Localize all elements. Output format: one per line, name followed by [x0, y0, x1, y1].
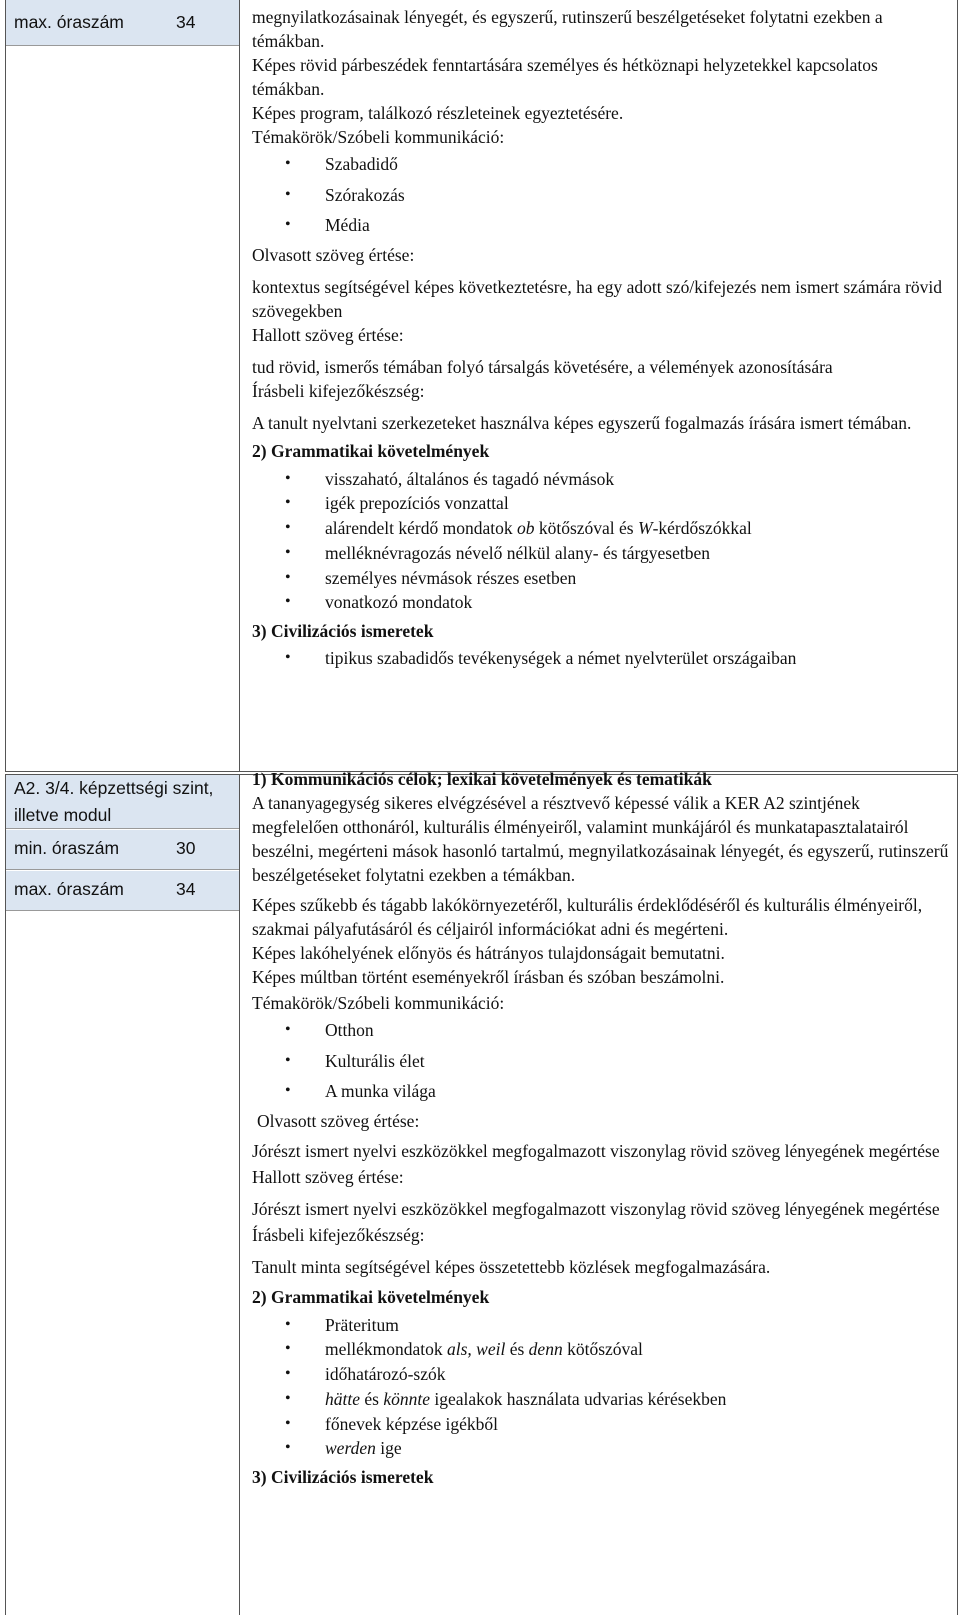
level-label: A2. 3/4. képzettségi szint, illetve modul [14, 778, 214, 825]
column-divider [239, 775, 240, 1615]
list-item: • werden ige [252, 1436, 949, 1461]
reading-text: kontextus segítségével képes következtetésre, ha egy adott szó/kifejezés nem ismert számára rövid szövegekben [252, 276, 943, 321]
topics-list [252, 149, 949, 241]
list-item: • visszaható, általános és tagadó névmások [252, 467, 949, 492]
list-item: • hätte és könnte igealakok használata udvarias kérésekben [252, 1387, 949, 1412]
listening-text: Jórészt ismert nyelvi eszközökkel megfogalmazott viszonylag rövid szöveg lényegének megértése [252, 1198, 940, 1219]
max-hours-cell [6, 0, 239, 46]
list-item: • alárendelt kérdő mondatok ob kötőszóval és W-kérdőszókkal [252, 516, 949, 541]
list-item: • tipikus szabadidős tevékenységek a német nyelvterület országaiban [252, 643, 949, 674]
min-hours-cell [6, 830, 239, 870]
paragraph: A tananyagegység sikeres elvégzésével a résztvevő képessé válik a KER A2 szintjének megfelelően otthonáról, kulturális élményeiről, valamint munkájáról és munkatapasztalatairól beszélni, megérteni mások hasonló tartalmú, megnyilatkozásainak lényegét, és egyszerű, rutinszerű beszélgetéseket folytatni ezekben a témákban. [252, 793, 949, 885]
topics-list [252, 1015, 949, 1107]
module-content-cell [252, 5, 949, 674]
min-hours-label: min. óraszám [14, 838, 120, 858]
max-hours-value: 34 [176, 12, 196, 32]
max-hours-label: max. óraszám [14, 879, 124, 899]
list-item: • mellékmondatok als, weil és denn kötőszóval [252, 1337, 949, 1362]
list-item: • főnevek képzése igékből [252, 1412, 949, 1437]
list-item: • Média [252, 210, 949, 241]
module-row-a2-2 [5, 0, 958, 772]
max-hours-label: max. óraszám [14, 12, 124, 32]
list-item: • Präteritum [252, 1313, 949, 1338]
max-hours-value: 34 [176, 879, 196, 899]
listening-heading: Hallott szöveg értése: [252, 324, 404, 345]
topics-heading: Témakörök/Szóbeli kommunikáció: [252, 993, 505, 1013]
grammar-heading: 2) Grammatikai követelmények [252, 440, 490, 461]
listening-text: tud rövid, ismerős témában folyó társalgás követésére, a vélemények azonosítására [252, 356, 833, 377]
module-content-cell [252, 767, 949, 1489]
list-item: • időhatározó-szók [252, 1362, 949, 1387]
list-item: • Szabadidő [252, 149, 949, 180]
min-hours-value: 30 [176, 838, 196, 858]
reading-heading: Olvasott szöveg értése: [252, 244, 415, 265]
list-item: • Szórakozás [252, 180, 949, 211]
grammar-heading: 2) Grammatikai követelmények [252, 1286, 490, 1307]
grammar-list [252, 1313, 949, 1462]
civilization-list [252, 643, 949, 674]
reading-text: Jórészt ismert nyelvi eszközökkel megfogalmazott viszonylag rövid szöveg lényegének megértése [252, 1140, 940, 1161]
column-divider [239, 0, 240, 771]
intro-line: Képes rövid párbeszédek fenntartására személyes és hétköznapi helyzetekkel kapcsolatos témákban. [252, 55, 878, 99]
listening-heading: Hallott szöveg értése: [252, 1166, 404, 1187]
paragraph: Képes lakóhelyének előnyös és hátrányos tulajdonságait bemutatni. [252, 943, 725, 963]
writing-heading: Írásbeli kifejezőkészség: [252, 1224, 425, 1245]
paragraph: Képes múltban történt eseményekről írásban és szóban beszámolni. [252, 967, 725, 987]
list-item: • melléknévragozás névelő nélkül alany- és tárgyesetben [252, 541, 949, 566]
list-item: • személyes névmások részes esetben [252, 566, 949, 591]
module-info-cell [6, 775, 239, 1615]
list-item: • Kulturális élet [252, 1046, 949, 1077]
paragraph: Képes szűkebb és tágabb lakókörnyezetéről, kulturális érdeklődéséről és kulturális élményeiről, szakmai pályafutásáról és céljairól információkat adni és megérteni. [252, 895, 923, 939]
list-item: • igék prepozíciós vonzattal [252, 491, 949, 516]
list-item: • vonatkozó mondatok [252, 590, 949, 615]
level-cell [6, 775, 239, 829]
intro-line: Képes program, találkozó részleteinek egyeztetésére. [252, 103, 624, 123]
reading-heading: Olvasott szöveg értése: [257, 1110, 420, 1131]
module-row-a2-3-4 [5, 769, 958, 1615]
topics-heading: Témakörök/Szóbeli kommunikáció: [252, 127, 505, 147]
grammar-list [252, 467, 949, 616]
civilization-heading: 3) Civilizációs ismeretek [252, 621, 434, 642]
communication-goals-heading: 1) Kommunikációs célok; lexikai követelmények és tematikák [252, 769, 712, 789]
intro-line: megnyilatkozásainak lényegét, és egyszerű, rutinszerű beszélgetéseket folytatni ezekben a témákban. [252, 7, 883, 51]
module-info-cell [6, 0, 239, 771]
civilization-heading: 3) Civilizációs ismeretek [252, 1467, 434, 1488]
writing-text: A tanult nyelvtani szerkezeteket használva képes egyszerű fogalmazás írására ismert témában. [252, 412, 912, 433]
list-item: • Otthon [252, 1015, 949, 1046]
writing-text: Tanult minta segítségével képes összetettebb közlések megfogalmazására. [252, 1256, 771, 1277]
writing-heading: Írásbeli kifejezőkészség: [252, 380, 425, 401]
list-item: • A munka világa [252, 1076, 949, 1107]
max-hours-cell [6, 871, 239, 911]
